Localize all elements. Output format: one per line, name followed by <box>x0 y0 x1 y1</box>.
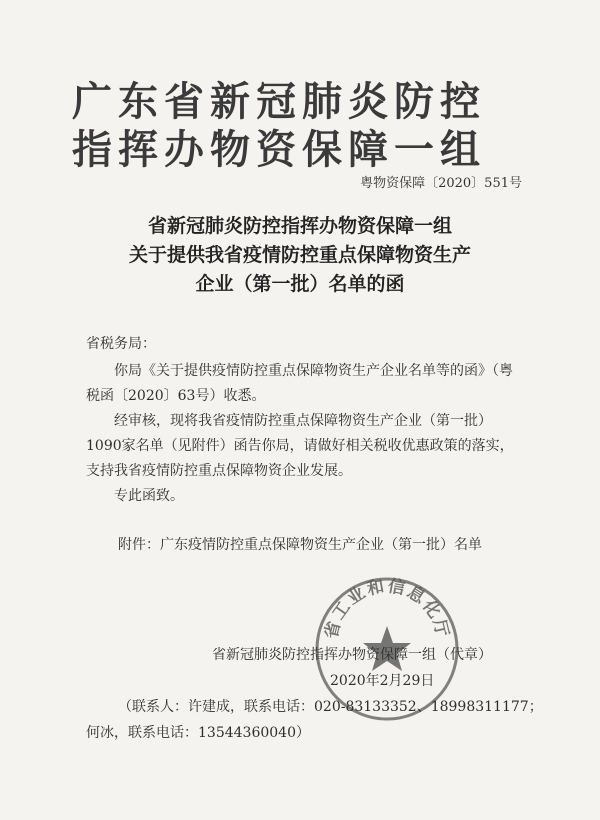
document-title <box>0 212 600 299</box>
seal-text: 省工业和信息化厅 <box>321 576 453 641</box>
body-paragraph-2: 经审核，现将我省疫情防控重点保障物资生产企业（第一批）1090家名单（见附件）函告你局，请做好相关税收优惠政策的落实，支持我省疫情防控重点保障物资企业发展。 <box>86 413 514 479</box>
title-line-2: 关于提供我省疫情防控重点保障物资生产 <box>128 244 471 266</box>
body-paragraph-3: 专此函致。 <box>114 488 184 504</box>
letterhead-line-1: 广东省新冠肺炎防控 <box>72 79 486 125</box>
title-line-3: 企业（第一批）名单的函 <box>195 273 405 295</box>
signature-line: 省新冠肺炎防控指挥办物资保障一组（代章） <box>212 647 492 663</box>
issue-date: 2020年2月29日 <box>330 673 435 689</box>
document-number: 粤物资保障〔2020〕551号 <box>360 176 522 191</box>
contact-line-1: （联系人：许建成，联系电话：020-83133352、18998311177； <box>118 699 543 715</box>
salutation: 省税务局： <box>86 336 156 352</box>
body-paragraph-1: 你局《关于提供疫情防控重点保障物资生产企业名单等的函》（粤税函〔2020〕63号）收悉。 <box>86 363 513 404</box>
document-body <box>86 332 526 509</box>
letterhead-line-2: 指挥办物资保障一组 <box>72 127 486 173</box>
contact-line-2: 何冰，联系电话：13544360040） <box>86 725 310 741</box>
attachment-note: 附件：广东疫情防控重点保障物资生产企业（第一批）名单 <box>118 537 482 553</box>
title-line-1: 省新冠肺炎防控指挥办物资保障一组 <box>147 215 452 237</box>
letterhead-title <box>72 78 542 174</box>
